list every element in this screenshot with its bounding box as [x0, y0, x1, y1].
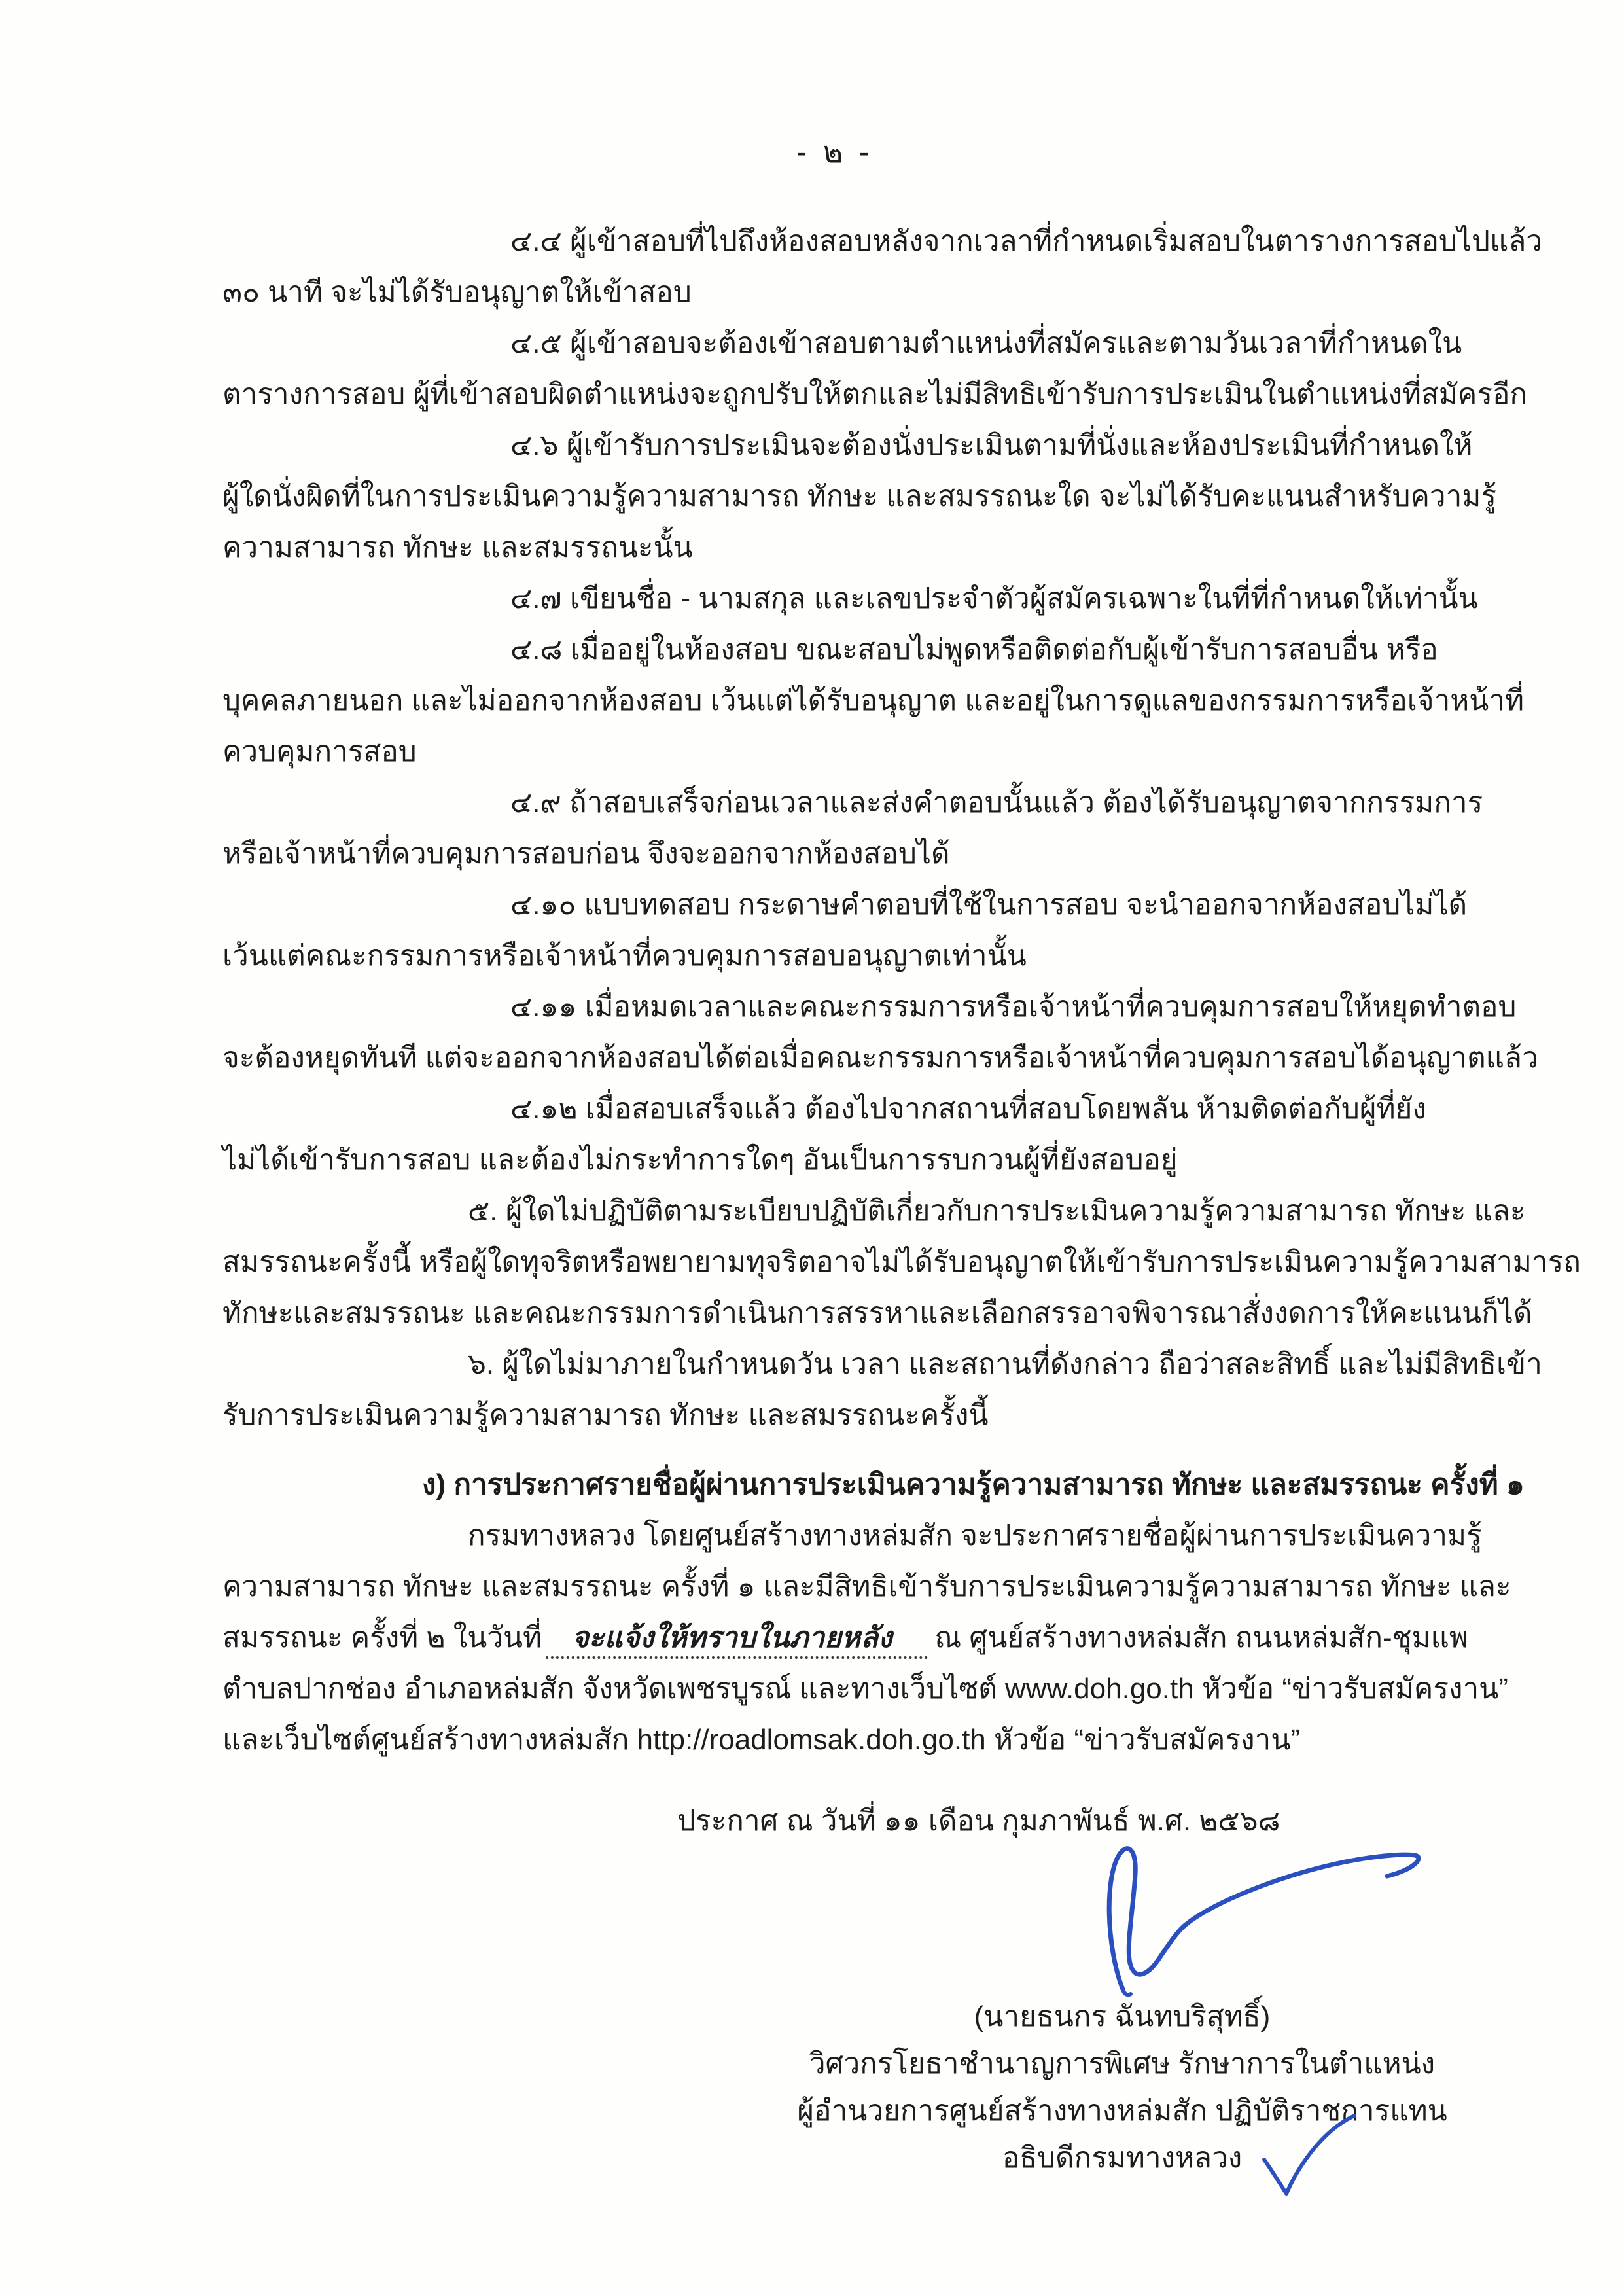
signer-title-2: ผู้อำนวยการศูนย์สร้างทางหล่มสัก ปฏิบัติราชการแทน: [797, 2095, 1447, 2127]
result-date-line: [222, 1612, 1468, 1663]
text-line: ๔.๘ เมื่ออยู่ในห้องสอบ ขณะสอบไม่พูดหรือติดต่อกับผู้เข้ารับการสอบอื่น หรือ: [510, 633, 1438, 666]
text-line: กรมทางหลวง โดยศูนย์สร้างทางหล่มสัก จะประกาศรายชื่อผู้ผ่านการประเมินความรู้: [468, 1520, 1482, 1552]
text-line: ควบคุมการสอบ: [222, 736, 417, 768]
section-header-announcement: ง) การประกาศรายชื่อผู้ผ่านการประเมินความรู้ความสามารถ ทักษะ และสมรรถนะ ครั้งที่ ๑: [422, 1468, 1525, 1501]
signer-title-1: วิศวกรโยธาชำนาญการพิเศษ รักษาการในตำแหน่ง: [809, 2048, 1436, 2080]
page-number: - ๒ -: [796, 135, 874, 169]
announcement-date-line: ประกาศ ณ วันที่ ๑๑ เดือน กุมภาพันธ์ พ.ศ. ๒๕๖๘: [677, 1805, 1280, 1837]
text-line: ๔.๕ ผู้เข้าสอบจะต้องเข้าสอบตามตำแหน่งที่สมัครและตามวันเวลาที่กำหนดใน: [510, 327, 1462, 359]
text-line: ๔.๗ เขียนชื่อ - นามสกุล และเลขประจำตัวผู้สมัครเฉพาะในที่ที่กำหนดให้เท่านั้น: [510, 582, 1478, 614]
text-line: หรือเจ้าหน้าที่ควบคุมการสอบก่อน จึงจะออกจากห้องสอบได้: [222, 838, 950, 870]
signer-name: (นายธนกร ฉันทบริสุทธิ์): [974, 2001, 1271, 2033]
text-line: ๕. ผู้ใดไม่ปฏิบัติตามระเบียบปฏิบัติเกี่ยวกับการประเมินความรู้ความสามารถ ทักษะ และ: [468, 1195, 1526, 1227]
text-line: ๓๐ นาที จะไม่ได้รับอนุญาตให้เข้าสอบ: [222, 276, 692, 308]
text-line: สมรรถนะครั้งนี้ หรือผู้ใดทุจริตหรือพยายามทุจริตอาจไม่ได้รับอนุญาตให้เข้ารับการประเมินความรู้ความสามารถ: [222, 1246, 1581, 1278]
text-line: ตารางการสอบ ผู้ที่เข้าสอบผิดตำแหน่งจะถูกปรับให้ตกและไม่มีสิทธิเข้ารับการประเมินในตำแหน่งที่สมัครอีก: [222, 378, 1528, 410]
text-line: ๔.๑๑ เมื่อหมดเวลาและคณะกรรมการหรือเจ้าหน้าที่ควบคุมการสอบให้หยุดทำตอบ: [510, 991, 1517, 1023]
text-line: ๔.๔ ผู้เข้าสอบที่ไปถึงห้องสอบหลังจากเวลาที่กำหนดเริ่มสอบในตารางการสอบไปแล้ว: [510, 225, 1543, 257]
text-line: ตำบลปากช่อง อำเภอหล่มสัก จังหวัดเพชรบูรณ์ และทางเว็บไซต์ www.doh.go.th หัวข้อ “ข่าวรับสมัครงาน”: [222, 1673, 1508, 1705]
text-line: ความสามารถ ทักษะ และสมรรถนะนั้น: [222, 531, 693, 563]
text-line: บุคคลภายนอก และไม่ออกจากห้องสอบ เว้นแต่ได้รับอนุญาต และอยู่ในการดูแลของกรรมการหรือเจ้าหน้าที่: [222, 685, 1525, 717]
text-line: ทักษะและสมรรถนะ และคณะกรรมการดำเนินการสรรหาและเลือกสรรอาจพิจารณาสั่งงดการให้คะแนนก็ได้: [222, 1297, 1532, 1329]
signer-title-3: อธิบดีกรมทางหลวง: [1002, 2142, 1243, 2174]
fill-in-date-value: จะแจ้งให้ทราบในภายหลัง: [546, 1622, 928, 1659]
text-segment: ณ ศูนย์สร้างทางหล่มสัก ถนนหล่มสัก-ชุมแพ: [934, 1622, 1468, 1654]
text-line: จะต้องหยุดทันที แต่จะออกจากห้องสอบได้ต่อเมื่อคณะกรรมการหรือเจ้าหน้าที่ควบคุมการสอบได้อนุญาตแล้ว: [222, 1042, 1538, 1074]
text-line: ๔.๑๐ แบบทดสอบ กระดาษคำตอบที่ใช้ในการสอบ จะนำออกจากห้องสอบไม่ได้: [510, 889, 1468, 921]
signature-block: [746, 1851, 1498, 2182]
pen-check-mark-icon: [1256, 2112, 1361, 2204]
text-line: เว้นแต่คณะกรรมการหรือเจ้าหน้าที่ควบคุมการสอบอนุญาตเท่านั้น: [222, 940, 1027, 972]
text-line: ไม่ได้เข้ารับการสอบ และต้องไม่กระทำการใดๆ อันเป็นการรบกวนผู้ที่ยังสอบอยู่: [222, 1144, 1178, 1176]
text-line: ๔.๖ ผู้เข้ารับการประเมินจะต้องนั่งประเมินตามที่นั่งและห้องประเมินที่กำหนดให้: [510, 429, 1473, 461]
text-segment: สมรรถนะ ครั้งที่ ๒ ในวันที่: [222, 1622, 542, 1654]
text-line: ๖. ผู้ใดไม่มาภายในกำหนดวัน เวลา และสถานที่ดังกล่าว ถือว่าสละสิทธิ์ และไม่มีสิทธิเข้า: [468, 1348, 1542, 1380]
paragraph-lines: [222, 216, 1581, 1847]
text-line: ผู้ใดนั่งผิดที่ในการประเมินความรู้ความสามารถ ทักษะ และสมรรถนะใด จะไม่ได้รับคะแนนสำหรับความรู้: [222, 480, 1496, 512]
text-line: รับการประเมินความรู้ความสามารถ ทักษะ และสมรรถนะครั้งนี้: [222, 1399, 989, 1431]
text-line: และเว็บไซต์ศูนย์สร้างทางหล่มสัก http://roadlomsak.doh.go.th หัวข้อ “ข่าวรับสมัครงาน”: [222, 1724, 1300, 1756]
document-body: [222, 216, 1581, 2182]
text-line: ความสามารถ ทักษะ และสมรรถนะ ครั้งที่ ๑ และมีสิทธิเข้ารับการประเมินความรู้ความสามารถ ทักษะ และ: [222, 1571, 1511, 1603]
text-line: ๔.๙ ถ้าสอบเสร็จก่อนเวลาและส่งคำตอบนั้นแล้ว ต้องได้รับอนุญาตจากกรรมการ: [510, 787, 1483, 819]
text-line: ๔.๑๒ เมื่อสอบเสร็จแล้ว ต้องไปจากสถานที่สอบโดยพลัน ห้ามติดต่อกับผู้ที่ยัง: [510, 1093, 1426, 1125]
handwritten-signature-icon: [1060, 1835, 1439, 1999]
